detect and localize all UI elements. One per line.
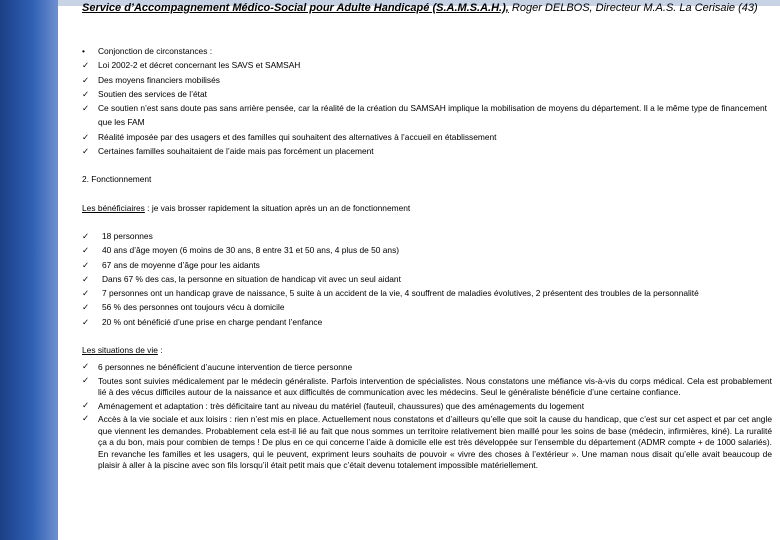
list-item-text: Accès à la vie sociale et aux loisirs : rien n’est mis en place. Actuellement nous constatons et d’ailleurs qu’elle que soit la cause du handicap, que c’est sur cet aspect et par cet angle que viennent les demandes. Probablement cela est-il lié au fait que nous sommes un territoire relativement bien maillé pour les soins de base (médecin, infirmières, kiné). La ruralité ça a du bon, mais pour combien de temps ! De plus en ce qui concerne l’aide à domicile elle est très développée sur l’ensemble du département (ADMR compte + de 1000 salariés). En revanche les familles et les usagers, qui le peuvent, expriment leurs souhaits de pouvoir « vivre des choses à l’extérieur ». Une maman nous disait qu’elle avait beaucoup de plaisir à aller à la piscine avec son fils lorsqu’il était petit mais que c’était devenu totalement impossible matériellement. (98, 414, 772, 471)
list-item (82, 361, 772, 375)
beneficiaires-intro: Les bénéficiaires : je vais brosser rapidement la situation après un an de fonctionnement (82, 202, 411, 213)
list-item-text: Ce soutien n’est sans doute pas sans arrière pensée, car la réalité de la création du SAMSAH implique la mobilisation de moyens du département. Il a le même type de financement que les FAM (98, 103, 767, 128)
document-body (82, 44, 772, 473)
beneficiaires-list (82, 229, 772, 329)
list-item (82, 258, 772, 272)
sidebar-decoration (0, 0, 58, 540)
page-title (82, 2, 772, 14)
list-item (82, 73, 772, 87)
list-item-text: Dans 67 % des cas, la personne en situation de handicap vit avec un seul aidant (102, 273, 401, 284)
situations-list (82, 361, 772, 473)
list-item (82, 229, 772, 243)
list-item-text: 18 personnes (102, 230, 153, 241)
list-item-text: 67 ans de moyenne d’âge pour les aidants (102, 259, 260, 270)
checkmark-icon: ✓ (82, 103, 90, 114)
checkmark-icon: ✓ (82, 259, 90, 270)
checkmark-icon: ✓ (82, 374, 90, 385)
list-item-text: 40 ans d’âge moyen (6 moins de 30 ans, 8 entre 31 et 50 ans, 4 plus de 50 ans) (102, 245, 400, 256)
checkmark-icon: ✓ (82, 245, 90, 256)
list-item (82, 101, 772, 130)
list-item-text: Des moyens financiers mobilisés (98, 74, 220, 85)
list-item (82, 286, 772, 300)
checkmark-icon: ✓ (82, 288, 90, 299)
list-item (82, 400, 772, 414)
list-item-text: 7 personnes ont un handicap grave de naissance, 5 suite à un accident de la vie, 4 souffrent de maladies évolutives, 2 présentent des troubles de la personnalité (102, 288, 699, 299)
checkmark-icon: ✓ (82, 302, 90, 313)
list-item-text: Aménagement et adaptation : très déficitaire tant au niveau du matériel (fauteuil, chaussures) que des aménagements du logement (98, 400, 585, 411)
situations-label: Les situations de vie (82, 345, 158, 356)
title-main: Service d’Accompagnement Médico-Social pour Adulte Handicapé (S.A.M.S.A.H.), (82, 2, 509, 14)
checkmark-icon: ✓ (82, 413, 90, 424)
context-list (82, 58, 772, 158)
checkmark-icon: ✓ (82, 146, 90, 157)
list-item (82, 300, 772, 314)
list-item (82, 144, 772, 158)
checkmark-icon: ✓ (82, 131, 90, 142)
list-item-text: 6 personnes ne bénéficient d’aucune intervention de tierce personne (98, 362, 353, 373)
list-item (82, 413, 772, 473)
checkmark-icon: ✓ (82, 273, 90, 284)
checkmark-icon: ✓ (82, 88, 90, 99)
list-item (82, 58, 772, 72)
checkmark-icon: ✓ (82, 316, 90, 327)
checkmark-icon: ✓ (82, 361, 90, 372)
beneficiaires-label: Les bénéficiaires (82, 202, 145, 213)
list-item-text: Réalité imposée par des usagers et des familles qui souhaitent des alternatives à l’accueil en établissement (98, 131, 497, 142)
list-item (82, 130, 772, 144)
list-item (82, 375, 772, 400)
checkmark-icon: ✓ (82, 399, 90, 410)
list-item (82, 315, 772, 329)
checkmark-icon: ✓ (82, 74, 90, 85)
list-item (82, 243, 772, 257)
bullet-icon: • (82, 46, 85, 56)
list-item-text: Loi 2002-2 et décret concernant les SAVS et SAMSAH (98, 60, 301, 71)
situations-heading: Les situations de vie : (82, 345, 163, 356)
context-heading: • Conjonction de circonstances : (82, 44, 772, 58)
list-item (82, 87, 772, 101)
title-author: Roger DELBOS, Directeur M.A.S. La Cerisaie (43) (508, 2, 758, 14)
list-item (82, 272, 772, 286)
checkmark-icon: ✓ (82, 60, 90, 71)
list-item-text: 20 % ont bénéficié d’une prise en charge pendant l’enfance (102, 316, 323, 327)
checkmark-icon: ✓ (82, 230, 90, 241)
list-item-text: Certaines familles souhaitaient de l’aide mais pas forcément un placement (98, 146, 374, 157)
list-item-text: Toutes sont suivies médicalement par le médecin généraliste. Parfois intervention de spécialistes. Nous constatons une méfiance vis-à-vis du corps médical. Cela est probablement lié à des vécus difficiles autour de la naissance et aux difficultés de communication avec les médecins. Seul le généraliste bénéficie d’une certaine confiance. (98, 375, 772, 398)
list-item-text: Soutien des services de l’état (98, 88, 207, 99)
list-item-text: 56 % des personnes ont toujours vécu à domicile (102, 302, 285, 313)
section-heading-fonctionnement: 2. Fonctionnement (82, 174, 152, 185)
